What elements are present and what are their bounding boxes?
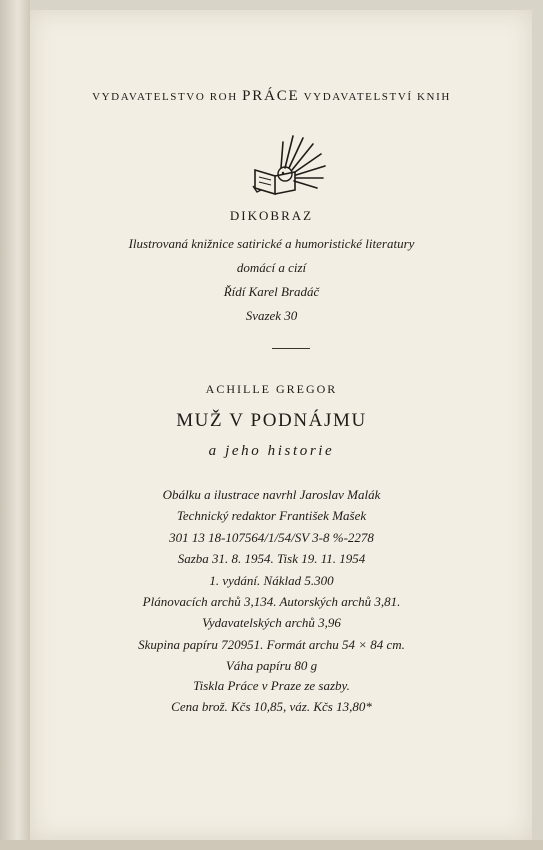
imprint-line: Technický redaktor František Mašek	[176, 508, 367, 523]
publisher-center: PRÁCE	[242, 88, 300, 104]
imprint-line: Cena brož. Kčs 10,85, váz. Kčs 13,80*	[171, 699, 372, 714]
series-subtitle-2: domácí a cizí	[236, 260, 307, 275]
imprint-line: Váha papíru 80 g	[225, 658, 318, 673]
page-edge-bottom	[0, 840, 543, 850]
series-editor: Řídí Karel Bradáč	[223, 284, 320, 299]
series-name: DIKOBRAZ	[229, 208, 314, 223]
series-subtitle-1: Ilustrovaná knižnice satirické a humoristické literatury	[128, 236, 415, 251]
divider-rule	[272, 348, 310, 349]
imprint-line: Plánovacích archů 3,134. Autorských archů 3,81.	[142, 594, 401, 609]
imprint-line: Sazba 31. 8. 1954. Tisk 19. 11. 1954	[177, 551, 366, 566]
series-volume: Svazek 30	[245, 308, 298, 323]
imprint-line: Tiskla Práce v Praze ze sazby.	[193, 678, 350, 693]
porcupine-logo-icon	[245, 130, 333, 198]
book-author: ACHILLE GREGOR	[205, 382, 338, 396]
imprint-line: Skupina papíru 720951. Formát archu 54 × 84 cm.	[138, 637, 405, 652]
imprint-line: 1. vydání. Náklad 5.300	[209, 573, 334, 588]
imprint-line: 301 13 18-107564/1/54/SV 3-8 %-2278	[169, 530, 374, 545]
book-title: MUŽ V PODNÁJMU	[176, 410, 367, 431]
book-subtitle: a jeho historie	[208, 443, 335, 459]
imprint-line: Obálku a ilustrace navrhl Jaroslav Malák	[162, 487, 381, 502]
imprint-line: Vydavatelských archů 3,96	[202, 615, 341, 630]
publisher-right: VYDAVATELSTVÍ KNIH	[303, 91, 451, 103]
publisher-left: VYDAVATELSTVO ROH	[92, 91, 238, 103]
publisher-line	[0, 88, 543, 105]
